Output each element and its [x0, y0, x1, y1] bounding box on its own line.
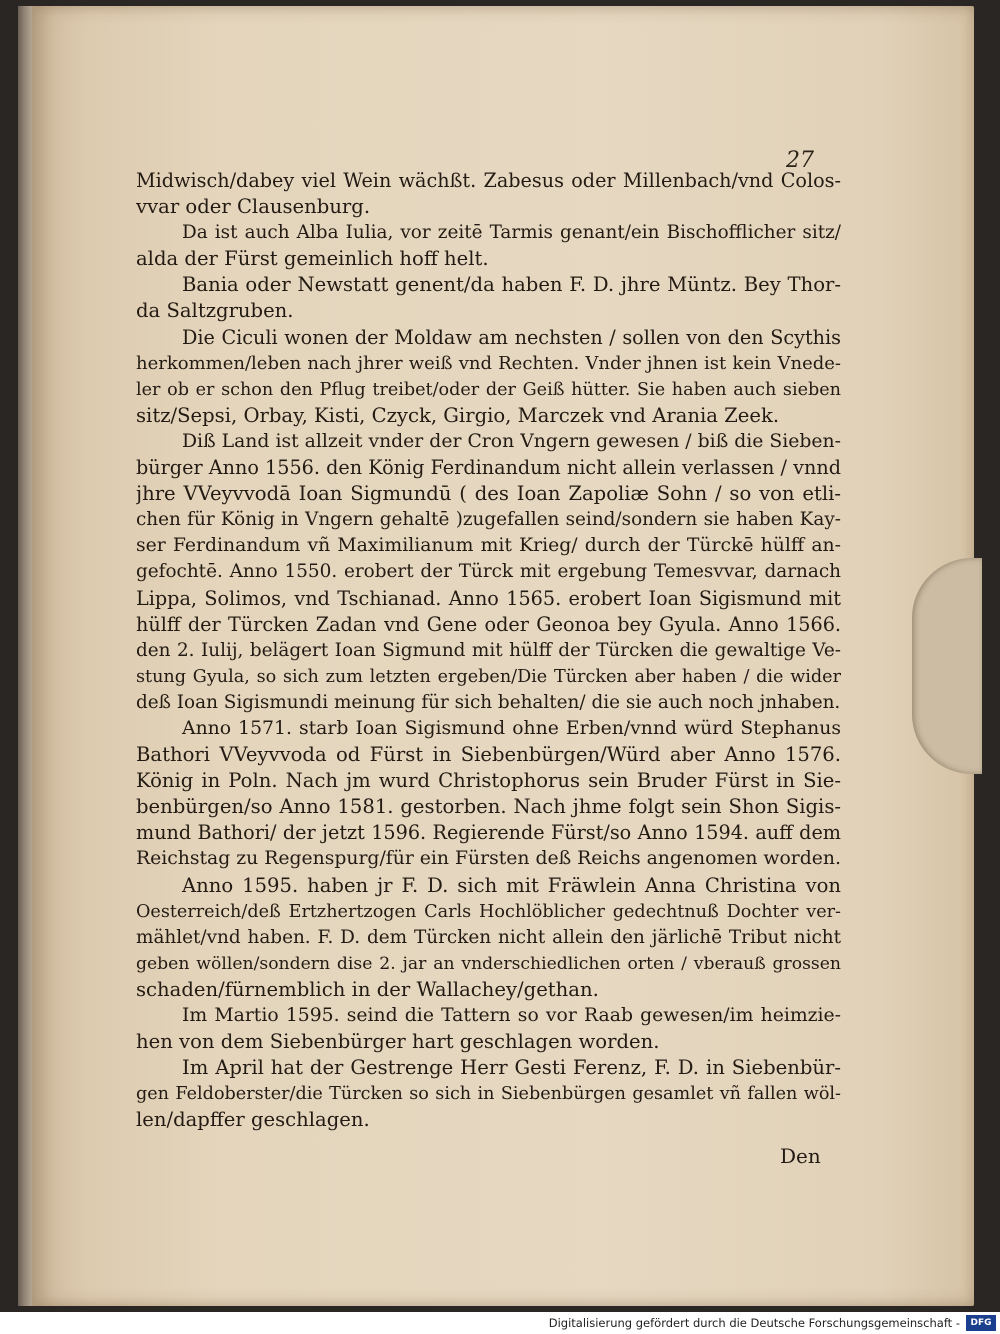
text-line: deß Ioan Sigismundi meinung für sich behalten/ die sie auch noch jnhaben. — [136, 691, 841, 713]
text-line: Diß Land ist allzeit vnder der Cron Vngern gewesen / biß die Sieben- — [182, 430, 841, 452]
text-line: bürger Anno 1556. den König Ferdinandum nicht allein verlassen / vnnd — [136, 456, 841, 480]
text-line: den 2. Iulij, belägert Ioan Sigmund mit hülff der Türcken die gewaltige Ve- — [136, 639, 841, 661]
text-line: stung Gyula, so sich zum letzten ergeben/Die Türcken aber haben / die wider — [136, 666, 841, 687]
text-line: Reichstag zu Regenspurg/für ein Fürsten deß Reichs angenomen worden. — [136, 848, 841, 870]
text-line: herkommen/leben nach jhrer weiß vnd Rechten. Vnder jhnen ist kein Vnede- — [136, 352, 841, 374]
text-line: Im Martio 1595. seind die Tattern so vor Raab gewesen/im heimzie- — [182, 1005, 841, 1026]
text-line: Anno 1595. haben jr F. D. sich mit Fräwlein Anna Christina von — [182, 873, 841, 897]
text-line: da Saltzgruben. — [136, 299, 294, 323]
text-line: Bania oder Newstatt genent/da haben F. D. jhre Müntz. Bey Thor- — [182, 273, 841, 297]
page-number: 27 — [786, 148, 814, 173]
text-line: Lippa, Solimos, vnd Tschianad. Anno 1565. erobert Ioan Sigismund mit — [136, 586, 841, 610]
text-line: gen Feldoberster/die Türcken so sich in Siebenbürgen gesamlet vñ fallen wöl- — [136, 1084, 841, 1105]
text-line: Anno 1571. starb Ioan Sigismund ohne Erben/vnnd würd Stephanus — [182, 717, 841, 739]
text-line: Da ist auch Alba Iulia, vor zeitē Tarmis genant/ein Bischofflicher sitz/ — [182, 222, 841, 244]
text-line: sitz/Sepsi, Orbay, Kisti, Czyck, Girgio, Marczek vnd Arania Zeek. — [136, 403, 780, 427]
catchword: Den — [780, 1144, 821, 1168]
dfg-logo: DFG — [966, 1315, 996, 1331]
text-line: hen von dem Siebenbürger hart geschlagen worden. — [136, 1030, 660, 1054]
page-tab-marker — [912, 558, 982, 774]
text-line: jhre VVeyvvodā Ioan Sigmundū ( des Ioan Zapoliæ Sohn / so von etli- — [136, 482, 841, 506]
footer-bar — [0, 1312, 1000, 1334]
text-line: benbürgen/so Anno 1581. gestorben. Nach jhme folgt sein Shon Sigis- — [136, 795, 841, 819]
text-line: Midwisch/dabey viel Wein wächßt. Zabesus oder Millenbach/vnd Colos- — [136, 169, 841, 192]
text-line: ser Ferdinandum vñ Maximilianum mit Krieg/ durch der Türckē hülff an- — [136, 535, 841, 557]
text-line: ler ob er schon den Pflug treibet/oder der Geiß hütter. Sie haben auch sieben — [136, 379, 841, 400]
text-line: alda der Fürst gemeinlich hoff helt. — [136, 247, 489, 271]
text-line: schaden/fürnemblich in der Wallachey/gethan. — [136, 977, 599, 1001]
text-line: mund Bathori/ der jetzt 1596. Regierende Fürst/so Anno 1594. auff dem — [136, 821, 841, 845]
text-line: mählet/vnd haben. F. D. dem Türcken nicht allein den järlichē Tribut nicht — [136, 926, 841, 948]
body-text — [136, 168, 841, 1133]
text-line: Die Ciculi wonen der Moldaw am nechsten / sollen von den Scythis — [182, 325, 841, 349]
text-line: Im April hat der Gestrenge Herr Gesti Ferenz, F. D. in Siebenbür- — [182, 1056, 841, 1080]
funding-credit: Digitalisierung gefördert durch die Deutsche Forschungsgemeinschaft - — [548, 1316, 960, 1330]
text-line: len/dapffer geschlagen. — [136, 1108, 370, 1132]
text-line: Oesterreich/deß Ertzhertzogen Carls Hochlöblicher gedechtnuß Dochter ver- — [136, 901, 841, 922]
text-line: chen für König in Vngern gehaltē )zugefallen seind/sondern sie haben Kay- — [136, 509, 841, 531]
text-line: geben wöllen/sondern dise 2. jar an vnderschiedlichen orten / vberauß grossen — [136, 953, 841, 974]
text-line: vvar oder Clausenburg. — [136, 195, 371, 219]
text-line: König in Poln. Nach jm wurd Christophorus sein Bruder Fürst in Sie- — [136, 769, 841, 793]
text-line: Bathori VVeyvvoda od Fürst in Siebenbürgen/Würd aber Anno 1576. — [136, 743, 841, 767]
text-line: gefochtē. Anno 1550. erobert der Türck mit ergebung Temesvvar, darnach — [136, 561, 841, 583]
text-line: hülff der Türcken Zadan vnd Gene oder Geonoa bey Gyula. Anno 1566. — [136, 612, 841, 636]
